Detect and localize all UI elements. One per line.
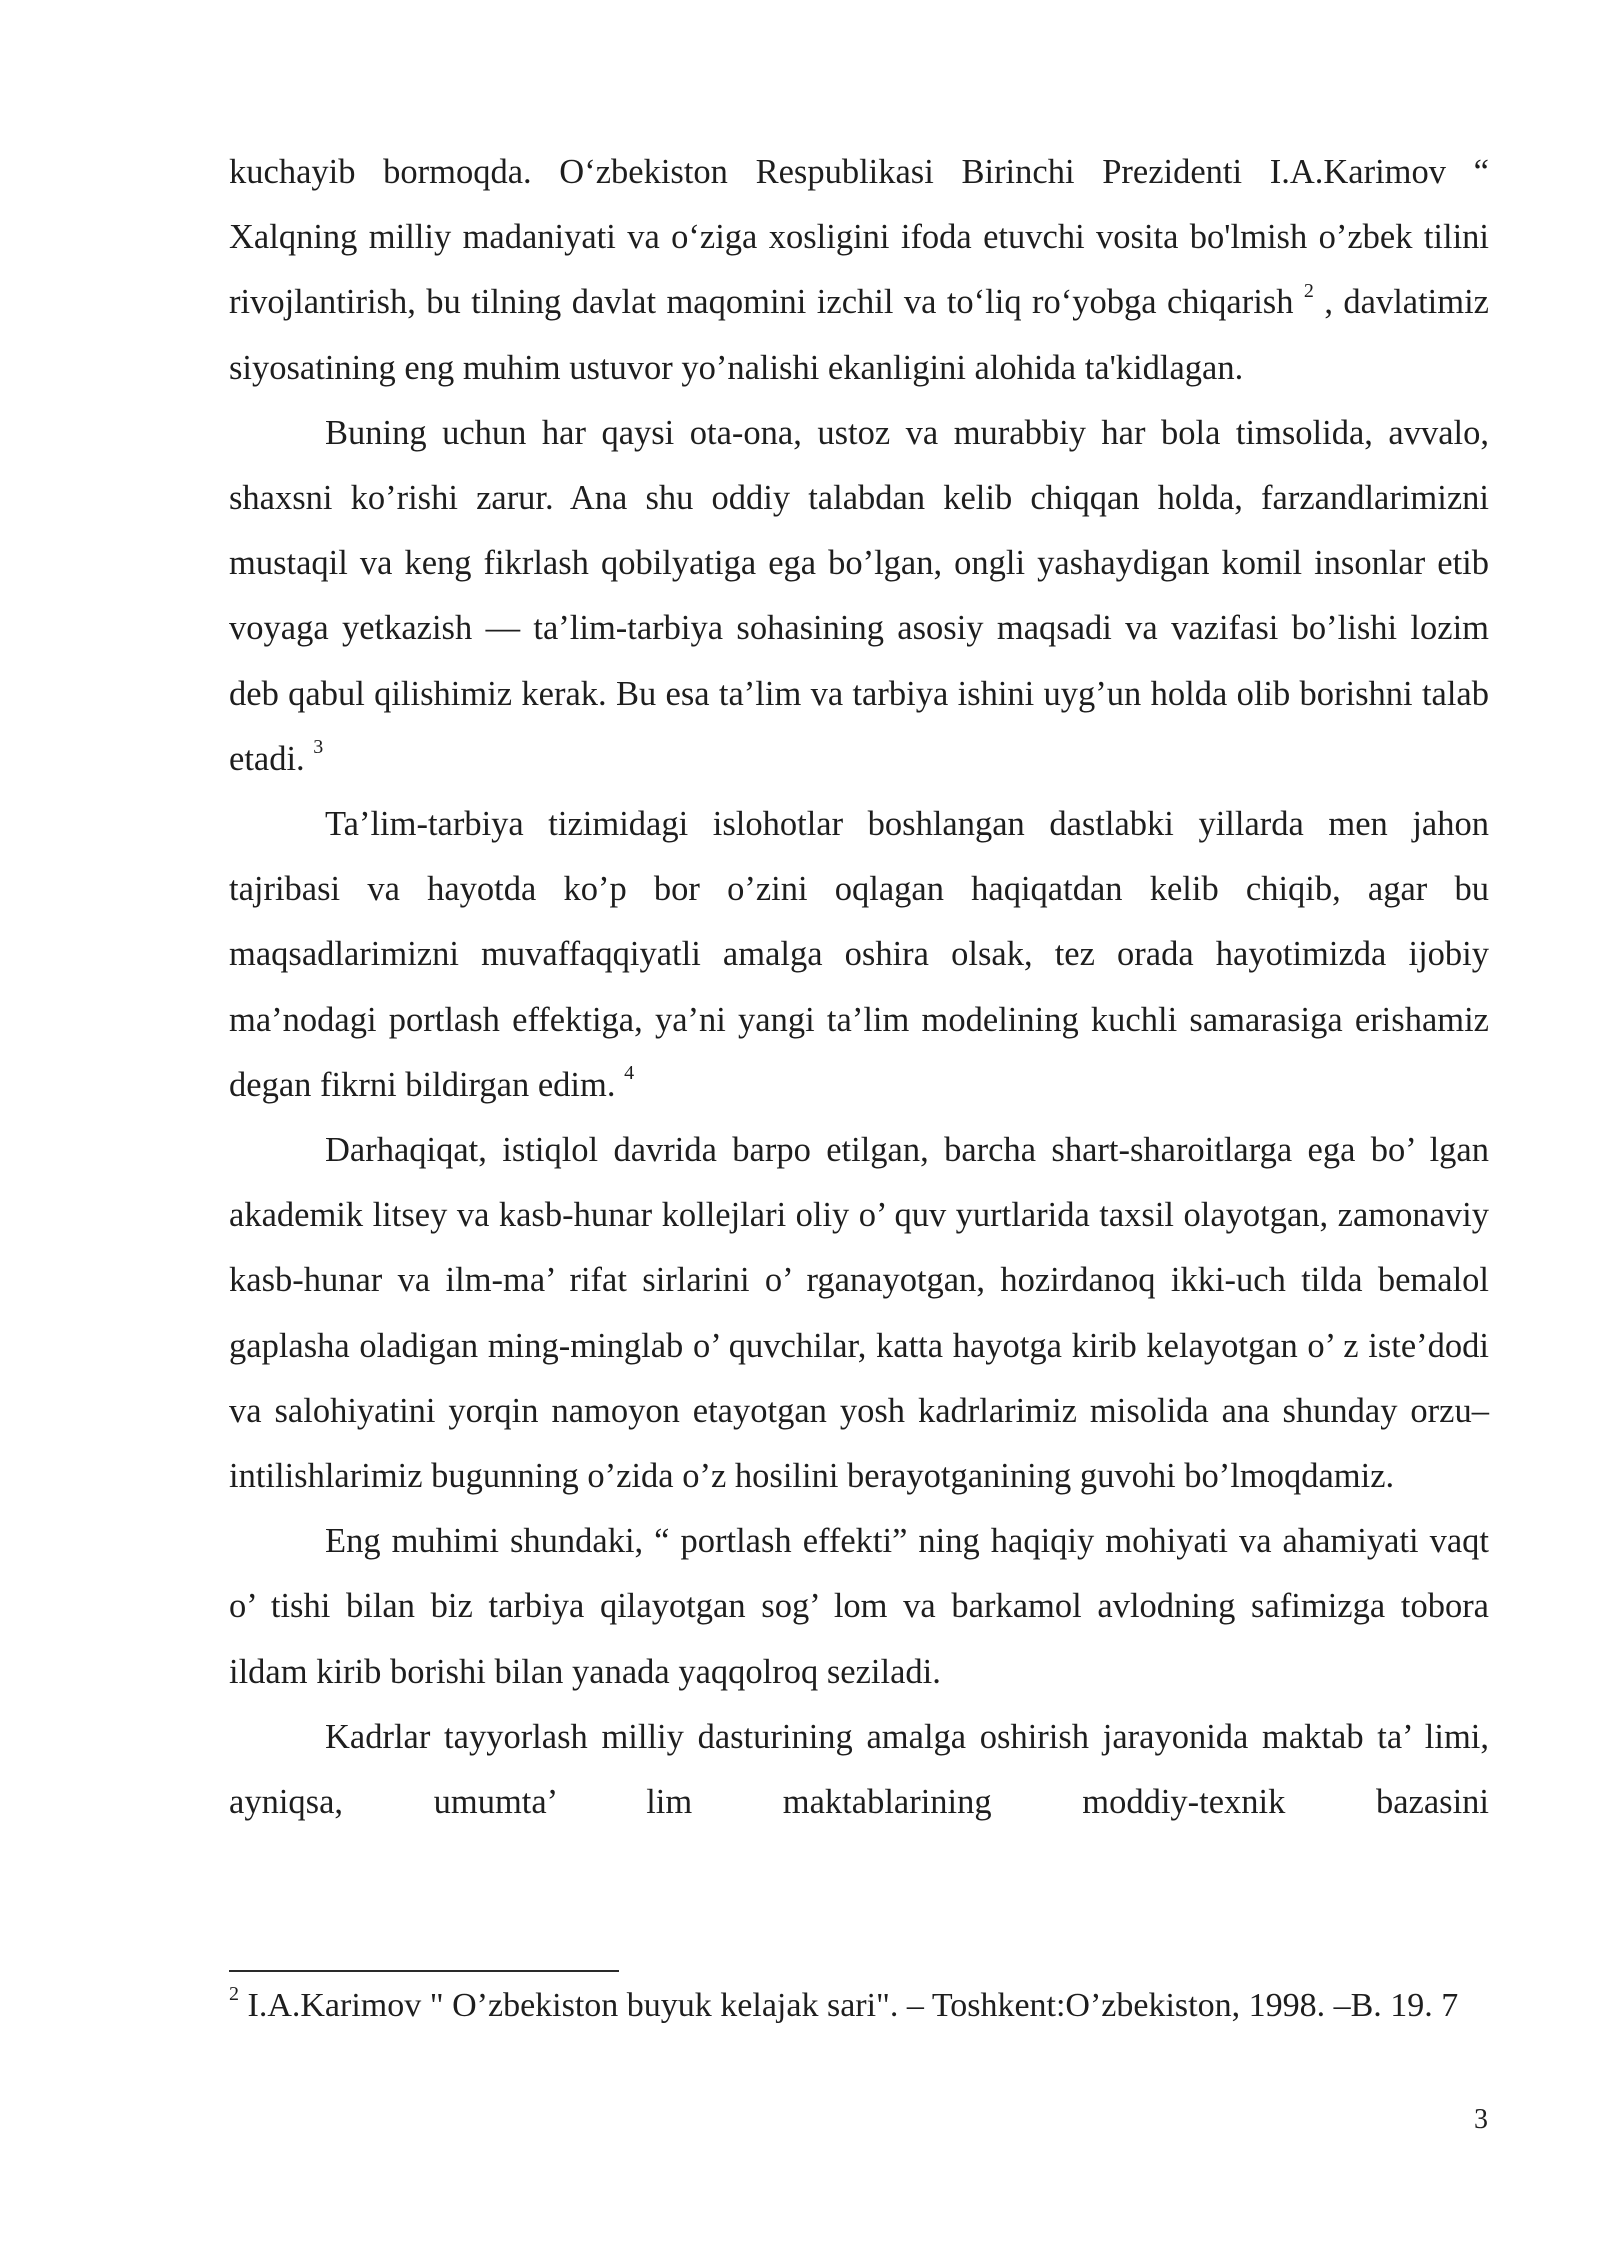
- footnote-reference[interactable]: 2: [1303, 279, 1314, 302]
- paragraph-5: Eng muhimi shundaki, “ portlash effekti” ning haqiqiy mohiyati va ahamiyati vaqt o’ tishi bilan biz tarbiya qilayotgan sog’ lom va barkamol avlodning safimizga tobora ildam kirib borishi bilan yanada yaqqolroq seziladi.: [229, 1522, 1489, 1691]
- footnote-reference[interactable]: 4: [624, 1062, 635, 1085]
- paragraph-1: kuchayib bormoqda. O‘zbekiston Respublikasi Birinchi Prezidenti I.A.Karimov “ Xalqning milliy madaniyati va o‘ziga xosligini ifoda etuvchi vosita bo'lmish o’zbek tilini rivojlantirish, bu tilning davlat maqomini izchil va to‘liq ro‘yobga chiqarish $^2$ , davlatimiz siyosatining eng muhim ustuvor yo’nalishi ekanligini alohida ta'kidlagan.: [229, 153, 1489, 387]
- body-text: [229, 140, 1489, 1835]
- footnote-2: [229, 1984, 1509, 2028]
- footnote-text: I.A.Karimov " O’zbekiston buyuk kelajak sari". – Toshkent:O’zbekiston, 1998. –B. 19. 7: [247, 1987, 1459, 2024]
- footnote-number: 2: [229, 1982, 239, 2005]
- paragraph-3: Ta’lim-tarbiya tizimidagi islohotlar boshlangan dastlabki yillarda men jahon tajribasi va hayotda ko’p bor o’zini oqlagan haqiqatdan kelib chiqib, agar bu maqsadlarimizni muvaffaqqiyatli amalga oshira olsak, tez orada hayotimizda ijobiy ma’nodagi portlash effektiga, ya’ni yangi ta’lim modelining kuchli samarasiga erishamiz degan fikrni bildirgan edim. $^4$: [229, 805, 1489, 1104]
- footnote-separator: [229, 1970, 619, 1972]
- footnotes: [229, 1984, 1509, 2028]
- paragraph-2: Buning uchun har qaysi ota-ona, ustoz va murabbiy har bola timsolida, avvalo, shaxsni ko’rishi zarur. Ana shu oddiy talabdan kelib chiqqan holda, farzandlarimizni mustaqil va keng fikrlash qobilyatiga ega bo’lgan, ongli yashaydigan komil insonlar etib voyaga yetkazish — ta’lim-tarbiya sohasining asosiy maqsadi va vazifasi bo’lishi lozim deb qabul qilishimiz kerak. Bu esa ta’lim va tarbiya ishini uyg’un holda olib borishni talab etadi. $^3$: [229, 413, 1489, 778]
- paragraph-6: Kadrlar tayyorlash milliy dasturining amalga oshirish jarayonida maktab ta’ limi, ayniqsa, umumta’ lim maktablarining moddiy-texnik bazasini: [229, 1717, 1489, 1822]
- paragraph-4: Darhaqiqat, istiqlol davrida barpo etilgan, barcha shart-sharoitlarga ega bo’ lgan akademik litsey va kasb-hunar kollejlari oliy o’ quv yurtlarida taxsil olayotgan, zamonaviy kasb-hunar va ilm-ma’ rifat sirlarini o’ rganayotgan, hozirdanoq ikki-uch tilda bemalol gaplasha oladigan ming-minglab o’ quvchilar, katta hayotga kirib kelayotgan o’ z iste’dodi va salohiyatini yorqin namoyon etayotgan yosh kadrlarimiz misolida ana shunday orzu– intilishlarimiz bugunning o’zida o’z hosilini berayotganining guvohi bo’lmoqdamiz.: [229, 1131, 1489, 1496]
- footnote-reference[interactable]: 3: [313, 736, 324, 759]
- page-number: 3: [1474, 2104, 1488, 2135]
